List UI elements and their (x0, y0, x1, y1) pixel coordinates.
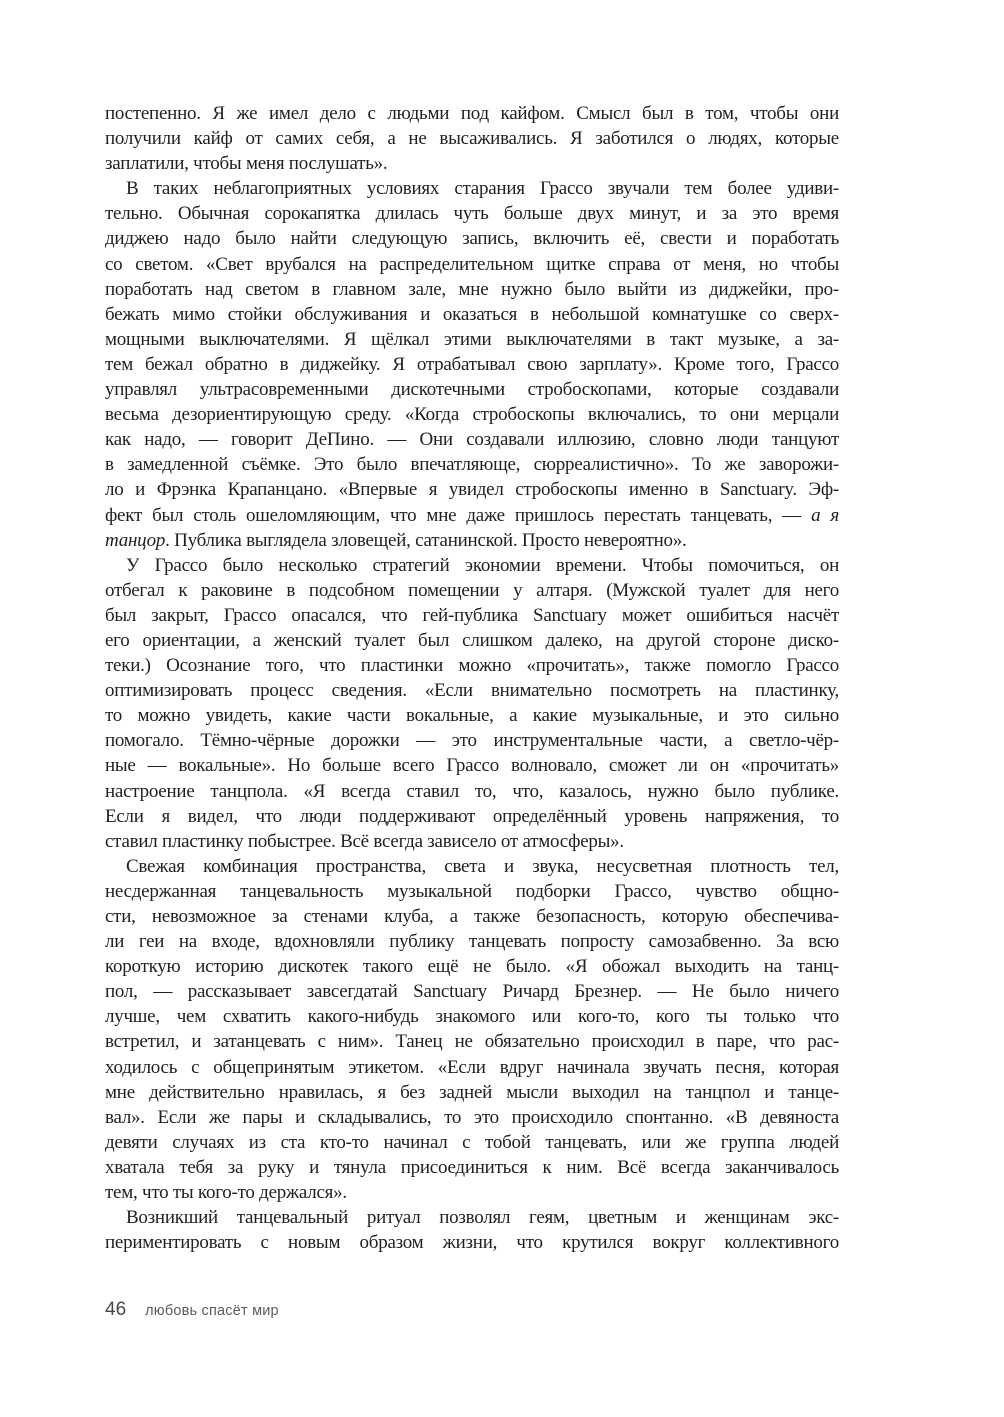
text-line (105, 503, 839, 528)
text-line: постепенно. Я же имел дело с людьми под кайфом. Смысл был в том, чтобы они (105, 103, 839, 124)
text-line: ные — вокальные». Но больше всего Грассо волновало, сможет ли он «прочитать» (105, 755, 839, 777)
text-line: мощными выключателями. Я щёлкал этими выключателями в такт музыке, а за- (105, 328, 839, 350)
text-line: Возникший танцевальный ритуал позволял геям, цветным и женщинам экс- (126, 1207, 839, 1229)
text-line: то можно увидеть, какие части вокальные, а какие музыкальные, и это сильно (105, 705, 839, 727)
text-line: в замедленной съёмке. Это было впечатляюще, сюрреалистично». То же заворожи- (105, 454, 839, 476)
paragraph (105, 553, 839, 854)
text-segment: . Публика выглядела зловещей, сатанинской. Просто невероятно». (165, 529, 687, 551)
paragraph (105, 176, 839, 552)
text-line: ло и Фрэнка Крапанцано. «Впервые я увидел стробоскопы именно в Sanctuary. Эф- (105, 479, 839, 501)
text-line (105, 528, 839, 553)
text-line: тем, что ты кого-то держался». (105, 1182, 347, 1204)
text-line: хватала тебя за руку и тянула присоединиться к ним. Всё всегда заканчивалось (105, 1156, 839, 1178)
text-line: поработать над светом в главном зале, мне нужно было выйти из диджейки, про- (105, 278, 839, 300)
text-line: вал». Если же пары и складывались, то это происходило спонтанно. «В девяноста (105, 1106, 839, 1128)
text-line: был закрыт, Грассо опасался, что гей-публика Sanctuary может ошибиться насчёт (105, 604, 839, 626)
text-line: Если я видел, что люди поддерживают определённый уровень напряжения, то (105, 805, 839, 827)
text-line: диджею надо было найти следующую запись, включить её, свести и поработать (105, 228, 839, 250)
text-line: отбегал к раковине в подсобном помещении у алтаря. (Мужской туалет для него (105, 579, 839, 601)
page-footer (105, 1299, 839, 1321)
text-line: ходилось с общепринятым этикетом. «Если вдруг начинала звучать песня, которая (105, 1056, 839, 1078)
text-line: несдержанная танцевальность музыкальной подборки Грассо, чувство общно- (105, 880, 839, 902)
text-line: короткую историю дискотек такого ещё не было. «Я обожал выходить на танц- (105, 956, 839, 978)
text-line: как надо, — говорит ДеПино. — Они создавали иллюзию, словно люди танцуют (105, 429, 839, 451)
text-line: Свежая комбинация пространства, света и звука, несусветная плотность тел, (126, 855, 839, 877)
text-line: получили кайф от самих себя, а не высаживались. Я заботился о людях, которые (105, 128, 839, 150)
text-line: периментировать с новым образом жизни, что крутился вокруг коллективного (105, 1232, 839, 1254)
text-line: У Грассо было несколько стратегий экономии времени. Чтобы помочиться, он (126, 554, 839, 576)
italic-text-segment: а я (811, 504, 839, 526)
page-number: 46 (105, 1299, 127, 1320)
text-line: помогало. Тёмно-чёрные дорожки — это инструментальные части, а светло-чёр- (105, 730, 839, 752)
text-line: тельно. Обычная сорокапятка длилась чуть больше двух минут, и за это время (105, 203, 839, 225)
text-line: В таких неблагоприятных условиях старания Грассо звучали тем более удиви- (126, 178, 839, 200)
text-block (105, 101, 839, 1255)
paragraph (105, 101, 839, 176)
text-line: управлял ультрасовременными дискотечными стробоскопами, которые создавали (105, 379, 839, 401)
text-line: тем бежал обратно в диджейку. Я отрабатывал свою зарплату». Кроме того, Грассо (105, 353, 839, 375)
text-line: бежать мимо стойки обслуживания и оказаться в небольшой комнатушке со сверх- (105, 303, 839, 325)
text-line: теки.) Осознание того, что пластинки можно «прочитать», также помогло Грассо (105, 655, 839, 677)
text-line: со светом. «Свет врубался на распределительном щитке справа от меня, но чтобы (105, 253, 839, 275)
text-line: настроение танцпола. «Я всегда ставил то, что, казалось, нужно было публике. (105, 780, 839, 802)
text-line: сти, невозможное за стенами клуба, а также безопасность, которую обеспечива- (105, 906, 839, 927)
text-line: девяти случаях из ста кто-то начинал с тобой танцевать, или же группа людей (105, 1131, 839, 1153)
text-line: ставил пластинку побыстрее. Всё всегда зависело от атмосферы». (105, 830, 624, 852)
text-line: ли геи на входе, вдохновляли публику танцевать попросту самозабвенно. За всю (105, 931, 839, 953)
text-line: лучше, чем схватить какого-нибудь знакомого или кого-то, кого ты только что (105, 1006, 839, 1028)
text-line: пол, — рассказывает завсегдатай Sanctuary Ричард Брезнер. — Не было ничего (105, 981, 839, 1003)
text-line: его ориентации, а женский туалет был слишком далеко, на другой стороне диско- (105, 629, 839, 651)
paragraph (105, 1205, 839, 1255)
italic-text-segment: танцор (105, 529, 166, 551)
text-line: мне действительно нравилась, я без задней мысли выходил на танцпол и танце- (105, 1081, 839, 1103)
text-line: заплатили, чтобы меня послушать». (105, 153, 388, 175)
text-line: встретил, и затанцевать с ним». Танец не обязательно происходил в паре, что рас- (105, 1031, 839, 1053)
text-segment: фект был столь ошеломляющим, что мне даже пришлось перестать танцевать, — (105, 504, 812, 526)
running-title: любовь спасёт мир (145, 1303, 279, 1319)
paragraph (105, 854, 839, 1205)
text-line: оптимизировать процесс сведения. «Если внимательно посмотреть на пластинку, (105, 680, 839, 702)
text-line: весьма дезориентирующую среду. «Когда стробоскопы включались, то они мерцали (105, 404, 839, 426)
